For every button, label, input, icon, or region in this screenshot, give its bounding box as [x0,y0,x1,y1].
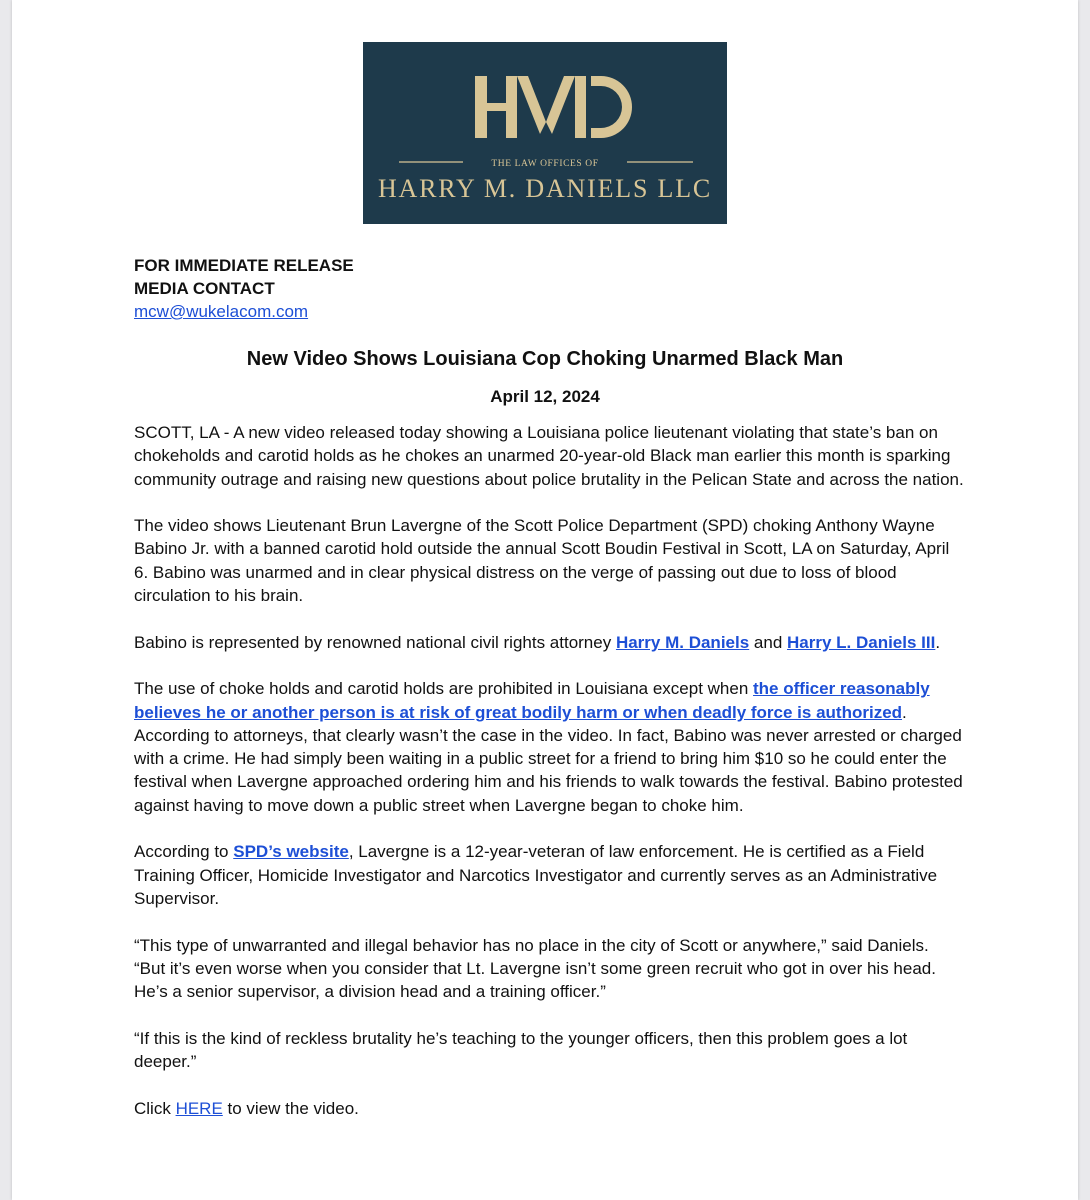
paragraph-3-text: Babino is represented by renowned national civil rights attorney [134,632,616,652]
paragraph-3 [134,631,964,654]
paragraph-4-rest: . According to attorneys, that clearly wasn’t the case in the video. In fact, Babino was never arrested or charged with a crime. He had simply been waiting in a public street for a friend to bring him $10 so he could enter the festival when Lavergne approached ordering him and his friends to walk towards the festival. Babino protested against having to move down a public street when Lavergne began to choke him. [134,702,963,815]
contact-email-link[interactable]: mcw@wukelacom.com [134,302,309,321]
harry-m-daniels-link[interactable]: Harry M. Daniels [615,632,750,652]
release-header [134,254,354,323]
paragraph-3-and: and [749,632,787,652]
hmd-monogram [475,76,632,138]
paragraph-8 [134,1097,964,1120]
press-release-title: New Video Shows Louisiana Cop Choking Unarmed Black Man [246,348,844,370]
press-release-body [134,421,964,1143]
logo-subtitle: THE LAW OFFICES OF [491,159,599,169]
paragraph-1: SCOTT, LA - A new video released today showing a Louisiana police lieutenant violating that state’s ban on chokeholds and carotid holds as he chokes an unarmed 20-year-old Black man earlier this month is sparking community outrage and raising new questions about police brutality in the Pelican State and across the nation. [134,423,964,489]
firm-logo-graphic [363,42,727,224]
paragraph-5-text: According to [134,842,234,862]
paragraph-5-rest: , Lavergne is a 12-year-veteran of law enforcement. He is certified as a Field Training Officer, Homicide Investigator and Narcotics Investigator and currently serves as an Administrative Supervisor. [134,842,938,908]
harry-l-daniels-iii-link[interactable]: Harry L. Daniels III [787,632,936,652]
firm-logo [363,42,727,224]
paragraph-7: “If this is the kind of reckless brutality he’s teaching to the younger officers, then this problem goes a lot deeper.” [134,1028,908,1072]
louisiana-law-link[interactable]: the officer reasonably believes he or another person is at risk of great bodily harm or when deadly force is authorized [134,679,930,722]
release-label: FOR IMMEDIATE RELEASE [134,256,354,275]
paragraph-6: “This type of unwarranted and illegal behavior has no place in the city of Scott or anywhere,” said Daniels. “But it’s even worse when you consider that Lt. Lavergne isn’t some green recruit who got in over his head. He’s a senior supervisor, a division head and a training officer.” [134,935,936,1002]
paragraph-5 [134,840,964,910]
paragraph-3-end: . [935,632,941,652]
paragraph-8-text: Click [134,1098,176,1118]
press-release-date: April 12, 2024 [490,387,600,406]
paragraph-8-rest: to view the video. [222,1098,359,1118]
logo-firm-name: HARRY M. DANIELS LLC [377,174,713,203]
document-page [12,0,1078,1200]
paragraph-4 [134,677,964,817]
paragraph-2: The video shows Lieutenant Brun Lavergne of the Scott Police Department (SPD) choking Anthony Wayne Babino Jr. with a banned carotid hold outside the annual Scott Boudin Festival in Scott, LA on Saturday, April 6. Babino was unarmed and in clear physical distress on the verge of passing out due to loss of blood circulation to his brain. [134,516,950,606]
media-contact-label: MEDIA CONTACT [134,279,275,298]
spd-website-link[interactable]: SPD’s website [233,842,349,862]
view-video-link[interactable]: HERE [175,1098,223,1118]
paragraph-4-text: The use of choke holds and carotid holds are prohibited in Louisiana except when [134,679,754,699]
